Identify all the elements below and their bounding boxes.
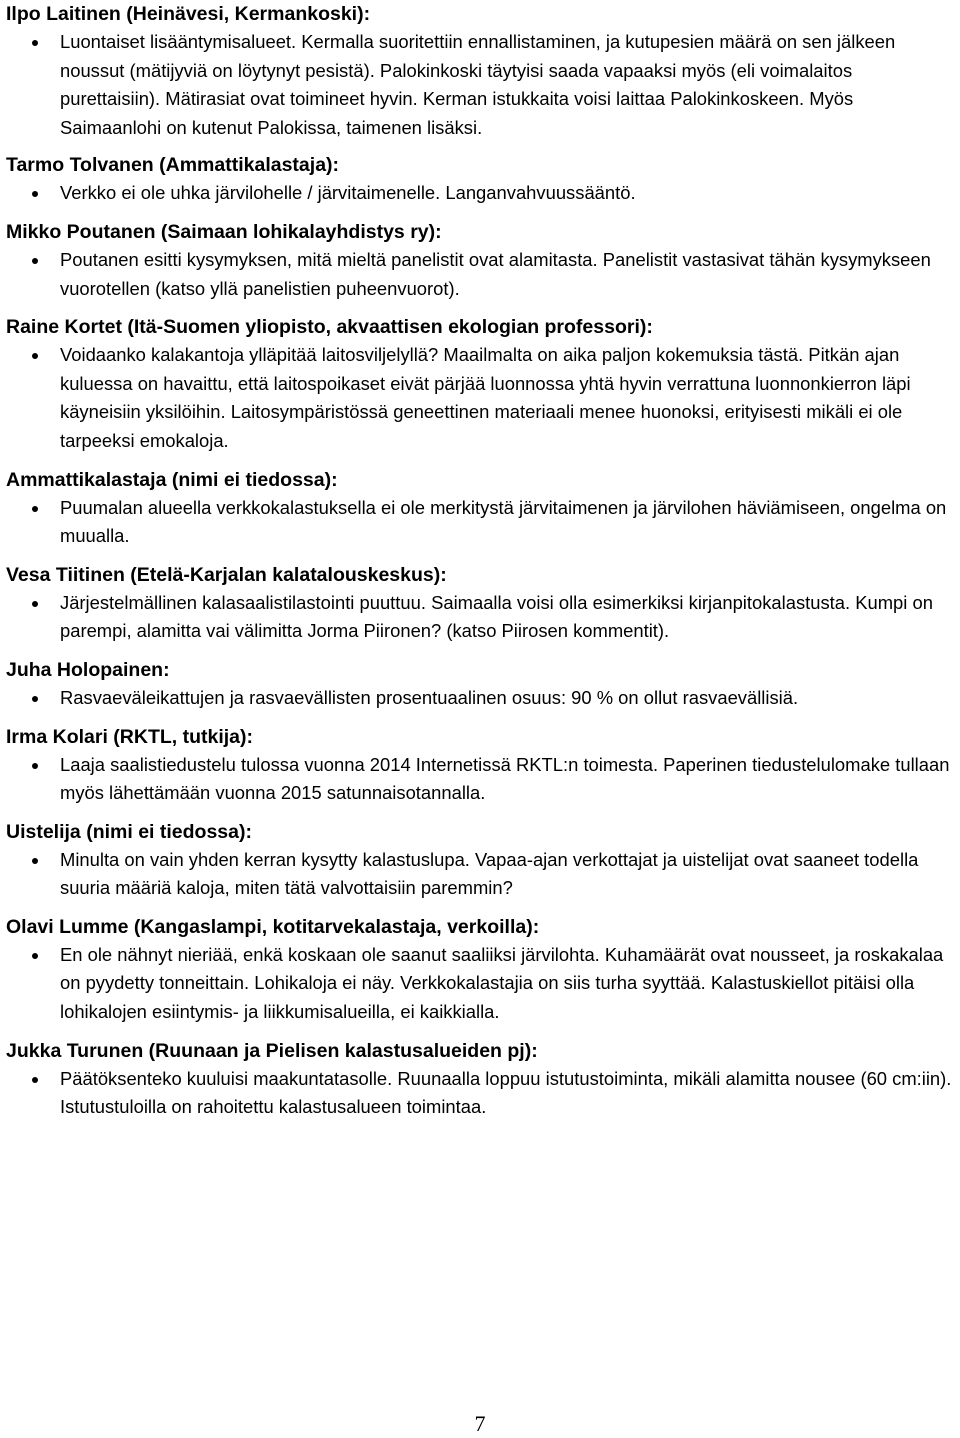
section-ammattikalastaja	[6, 466, 954, 551]
bullet-icon	[32, 953, 38, 959]
section-heading: Vesa Tiitinen (Etelä-Karjalan kalatalouskeskus):	[6, 563, 447, 586]
bullet-list	[6, 246, 954, 303]
section-raine-kortet	[6, 313, 954, 455]
section-irma-kolari	[6, 723, 954, 808]
bullet-text: Rasvaeväleikattujen ja rasvaevällisten prosentuaalinen osuus: 90 % on ollut rasvaevällisiä.	[60, 686, 799, 708]
bullet-icon	[32, 1077, 38, 1083]
bullet-item	[6, 246, 954, 303]
bullet-icon	[32, 258, 38, 264]
bullet-icon	[32, 353, 38, 359]
section-tarmo-tolvanen	[6, 151, 954, 208]
bullet-item	[6, 494, 954, 551]
bullet-item	[6, 941, 954, 1027]
bullet-list	[6, 941, 954, 1027]
section-heading: Irma Kolari (RKTL, tutkija):	[6, 725, 254, 748]
section-heading: Tarmo Tolvanen (Ammattikalastaja):	[6, 154, 340, 177]
bullet-list	[6, 28, 954, 142]
bullet-icon	[32, 601, 38, 607]
bullet-item	[6, 28, 954, 142]
bullet-list	[6, 494, 954, 551]
bullet-list	[6, 1065, 954, 1122]
bullet-icon	[32, 191, 38, 197]
section-mikko-poutanen	[6, 218, 954, 303]
bullet-text: Voidaanko kalakantoja ylläpitää laitosviljelyllä? Maailmalta on aika paljon kokemuksia tästä. Pitkän ajan kuluessa on havaittu, että laitospoikaset eivät pärjää luonnossa yhtä hyvin verrattuna luonnonkierron läpi käyneisiin yksilöihin. Laitosympäristössä geneettinen materiaali menee huonoksi, erityisesti mikäli ei ole tarpeeksi emokaloja.	[60, 344, 911, 451]
section-heading: Ammattikalastaja (nimi ei tiedossa):	[6, 468, 338, 491]
section-uistelija	[6, 818, 954, 903]
section-olavi-lumme	[6, 913, 954, 1027]
page-number: 7	[474, 1411, 486, 1436]
section-heading: Uistelija (nimi ei tiedossa):	[6, 820, 252, 843]
bullet-text: Puumalan alueella verkkokalastuksella ei ole merkitystä järvitaimenen ja järvilohen häviämiseen, ongelma on muualla.	[60, 496, 947, 547]
bullet-text: Minulta on vain yhden kerran kysytty kalastuslupa. Vapaa-ajan verkottajat ja uistelijat ovat saaneet todella suuria määriä kaloja, miten tätä valvottaisiin paremmin?	[60, 848, 919, 899]
section-juha-holopainen	[6, 656, 954, 713]
bullet-item	[6, 1065, 954, 1122]
bullet-icon	[32, 40, 38, 46]
bullet-item	[6, 846, 954, 903]
section-heading: Juha Holopainen:	[6, 658, 170, 681]
bullet-text: Laaja saalistiedustelu tulossa vuonna 2014 Internetissä RKTL:n toimesta. Paperinen tiedustelulomake tullaan myös lähettämään vuonna 2015 satunnaisotannalla.	[60, 753, 950, 804]
section-heading: Mikko Poutanen (Saimaan lohikalayhdistys ry):	[6, 220, 442, 243]
bullet-text: Poutanen esitti kysymyksen, mitä mieltä panelistit ovat alamitasta. Panelistit vastasivat tähän kysymykseen vuorotellen (katso yllä panelistien puheenvuorot).	[60, 248, 931, 299]
bullet-text: Päätöksenteko kuuluisi maakuntatasolle. Ruunaalla loppuu istutustoiminta, mikäli alamitta nousee (60 cm:iin). Istutustuloilla on rahoitettu kalastusalueen toimintaa.	[60, 1067, 952, 1118]
bullet-icon	[32, 506, 38, 512]
bullet-item	[6, 684, 954, 713]
section-heading: Olavi Lumme (Kangaslampi, kotitarvekalastaja, verkoilla):	[6, 915, 540, 938]
bullet-icon	[32, 763, 38, 769]
bullet-list	[6, 589, 954, 646]
section-ilpo-laitinen	[6, 0, 954, 142]
section-heading: Ilpo Laitinen (Heinävesi, Kermankoski):	[6, 3, 371, 25]
bullet-list	[6, 684, 954, 713]
bullet-item	[6, 179, 954, 208]
bullet-item	[6, 341, 954, 455]
section-vesa-tiitinen	[6, 561, 954, 646]
bullet-text: Luontaiset lisääntymisalueet. Kermalla suoritettiin ennallistaminen, ja kutupesien määrä on sen jälkeen noussut (mätijyviä on löytynyt pesistä). Palokinkoski täytyisi saada vapaaksi myös (eli voimalaitos purettaisiin). Mätirasiat ovat toimineet hyvin. Kerman istukkaita voisi laittaa Palokinkoskeen. Myös Saimaanlohi on kutenut Palokissa, taimenen lisäksi.	[60, 31, 896, 138]
section-heading: Jukka Turunen (Ruunaan ja Pielisen kalastusalueiden pj):	[6, 1039, 538, 1062]
bullet-list	[6, 751, 954, 808]
bullet-list	[6, 179, 954, 208]
bullet-text: En ole nähnyt nieriää, enkä koskaan ole saanut saaliiksi järvilohta. Kuhamäärät ovat nousseet, ja roskakalaa on pyydetty tonneittain. Lohikaloja ei näy. Verkkokalastajia on siis turha syyttää. Kalastuskiellot pitäisi olla lohikalojen esiintymis- ja liikkumisalueilla, ei kaikkialla.	[60, 943, 944, 1023]
bullet-list	[6, 846, 954, 903]
bullet-text: Järjestelmällinen kalasaalistilastointi puuttuu. Saimaalla voisi olla esimerkiksi kirjanpitokalastusta. Kumpi on parempi, alamitta vai välimitta Jorma Piironen? (katso Piirosen kommentit).	[60, 591, 933, 642]
bullet-item	[6, 751, 954, 808]
section-heading: Raine Kortet (Itä-Suomen yliopisto, akvaattisen ekologian professori):	[6, 316, 653, 339]
document-body	[6, 0, 954, 1122]
bullet-text: Verkko ei ole uhka järvilohelle / järvitaimenelle. Langanvahvuussääntö.	[60, 182, 636, 204]
bullet-icon	[32, 696, 38, 702]
section-jukka-turunen	[6, 1037, 954, 1122]
bullet-item	[6, 589, 954, 646]
bullet-icon	[32, 858, 38, 864]
bullet-list	[6, 341, 954, 455]
